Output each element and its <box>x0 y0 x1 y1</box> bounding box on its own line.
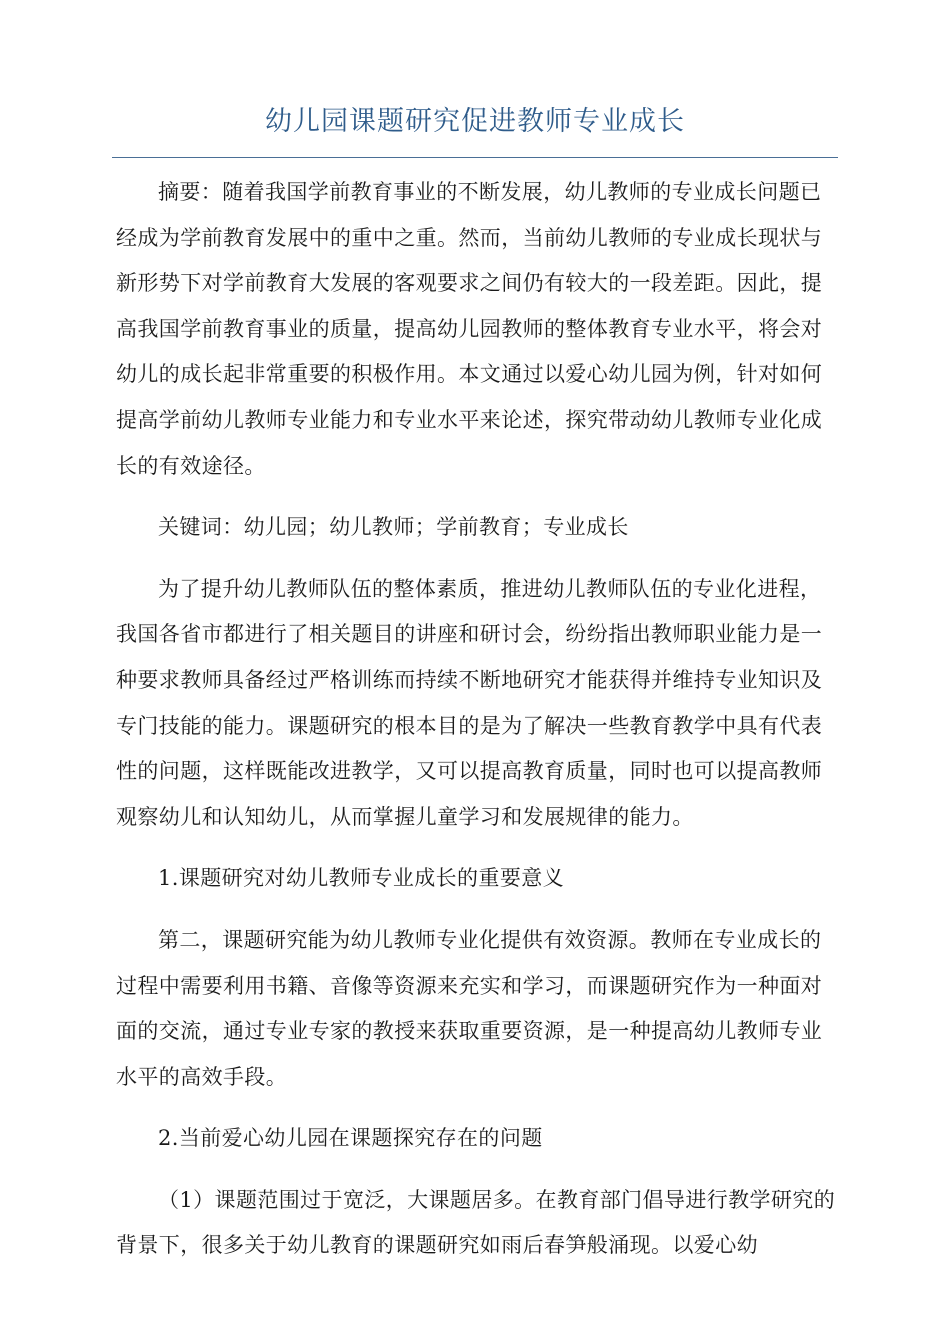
section-heading-2: 2.当前爱心幼儿园在课题探究存在的问题 <box>158 1126 543 1151</box>
intro-paragraph: 为了提升幼儿教师队伍的整体素质，推进幼儿教师队伍的专业化进程，我国各省市都进行了相关题目的讲座和研讨会，纷纷指出教师职业能力是一种要求教师具备经过严格训练而持续不断地研究才能获得并维持专业知识及专门技能的能力。课题研究的根本目的是为了解决一些教育教学中具有代表性的问题，这样既能改进教学，又可以提高教育质量，同时也可以提高教师观察幼儿和认知幼儿，从而掌握儿童学习和发展规律的能力。 <box>116 576 823 829</box>
section-heading-1: 1.课题研究对幼儿教师专业成长的重要意义 <box>158 866 565 891</box>
title-divider <box>112 157 838 158</box>
document-body <box>116 170 838 1285</box>
section-1-paragraph: 第二，课题研究能为幼儿教师专业化提供有效资源。教师在专业成长的过程中需要利用书籍、音像等资源来充实和学习，而课题研究作为一种面对面的交流，通过专业专家的教授来获取重要资源，是一种提高幼儿教师专业水平的高效手段。 <box>116 927 823 1089</box>
document-title: 幼儿园课题研究促进教师专业成长 <box>265 106 685 137</box>
abstract-paragraph: 摘要：随着我国学前教育事业的不断发展，幼儿教师的专业成长问题已经成为学前教育发展中的重中之重。然而，当前幼儿教师的专业成长现状与新形势下对学前教育大发展的客观要求之间仍有较大的一段差距。因此，提高我国学前教育事业的质量，提高幼儿园教师的整体教育专业水平，将会对幼儿的成长起非常重要的积极作用。本文通过以爱心幼儿园为例，针对如何提高学前幼儿教师专业能力和专业水平来论述，探究带动幼儿教师专业化成长的有效途径。 <box>116 180 823 478</box>
section-2-paragraph: （1）课题范围过于宽泛，大课题居多。在教育部门倡导进行教学研究的背景下，很多关于幼儿教育的课题研究如雨后春笋般涌现。以爱心幼 <box>116 1187 836 1258</box>
keywords-paragraph: 关键词：幼儿园；幼儿教师；学前教育；专业成长 <box>158 515 629 540</box>
